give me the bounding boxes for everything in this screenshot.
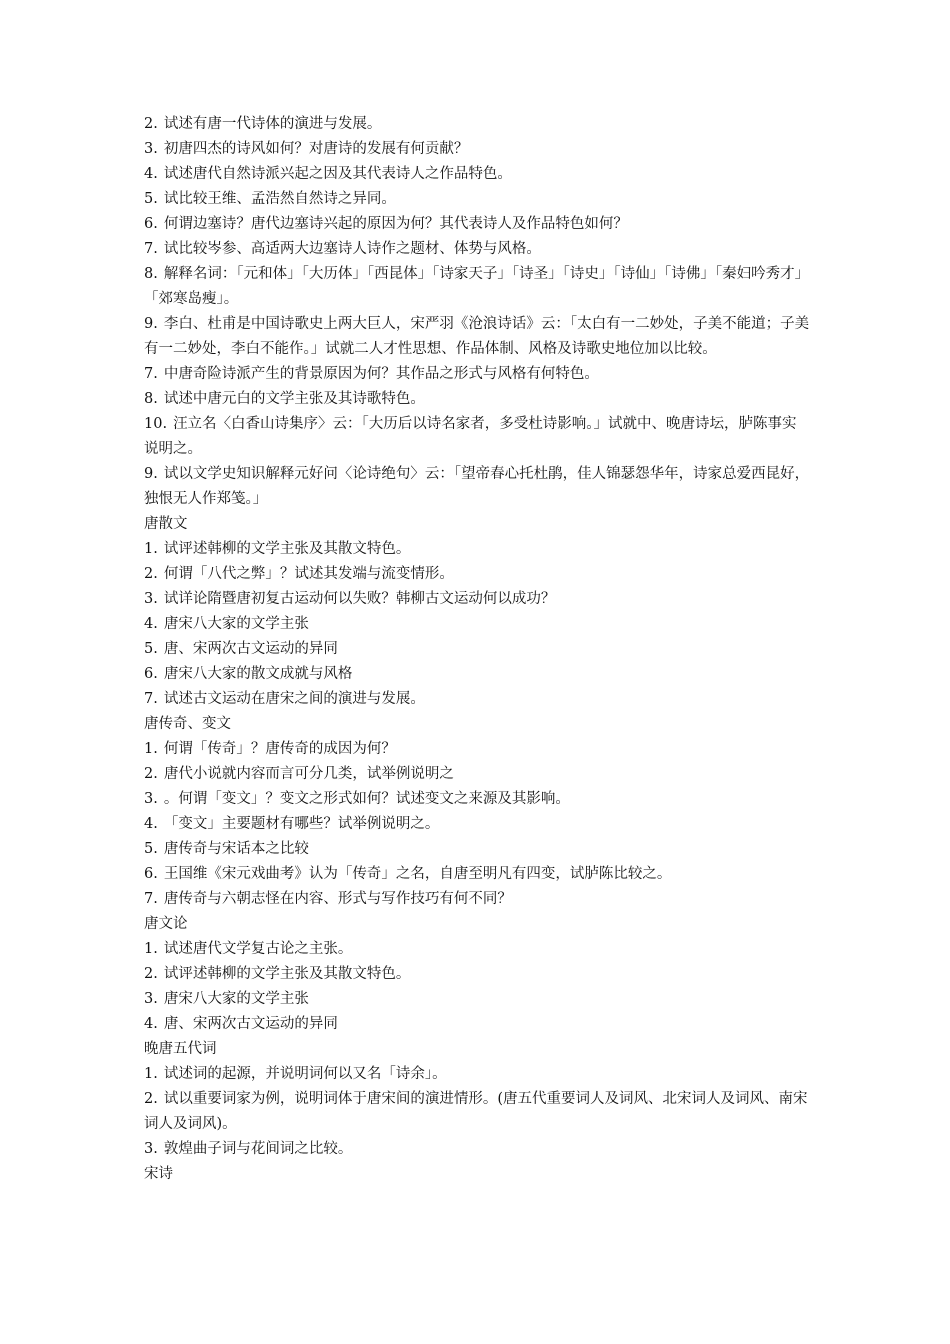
question-item (144, 1012, 810, 1037)
question-number: 3. (144, 1141, 158, 1157)
question-item (144, 387, 810, 412)
question-item (144, 212, 810, 237)
question-number: 7. (144, 691, 158, 707)
question-item (144, 412, 810, 462)
question-item (144, 462, 810, 512)
question-number: 2. (144, 116, 158, 132)
question-text: 试评述韩柳的文学主张及其散文特色。 (163, 541, 411, 557)
question-number: 1. (144, 941, 158, 957)
question-number: 3. (144, 141, 158, 157)
question-number: 6. (144, 866, 158, 882)
question-text: 唐宋八大家的文学主张 (163, 616, 309, 632)
question-item (144, 187, 810, 212)
question-number: 4. (144, 1016, 158, 1032)
section-tang-literary-theory (144, 912, 810, 1037)
question-text: 试以重要词家为例，说明词体于唐宋间的演进情形。(唐五代重要词人及词风、北宋词人及词风、南宋词人及词风)。 (144, 1091, 808, 1132)
question-number: 3. (144, 591, 158, 607)
section-tang-chuanqi-bianwen (144, 712, 810, 912)
question-text: 试评述韩柳的文学主张及其散文特色。 (163, 966, 411, 982)
question-text: 唐代小说就内容而言可分几类，试举例说明之 (163, 766, 454, 782)
question-text: 何谓边塞诗？唐代边塞诗兴起的原因为何？其代表诗人及作品特色如何？ (163, 216, 628, 232)
question-text: 初唐四杰的诗风如何？对唐诗的发展有何贡献？ (163, 141, 469, 157)
question-number: 1. (144, 741, 158, 757)
question-item (144, 687, 810, 712)
section-heading: 唐传奇、变文 (144, 716, 231, 732)
question-text: 试述唐代自然诗派兴起之因及其代表诗人之作品特色。 (163, 166, 512, 182)
question-number: 9. (144, 466, 158, 482)
question-number: 7. (144, 366, 158, 382)
question-item (144, 987, 810, 1012)
section-late-tang-five-dynasties-ci (144, 1037, 810, 1162)
question-item (144, 737, 810, 762)
question-text: 王国维《宋元戏曲考》认为「传奇」之名，自唐至明凡有四变，试胪陈比较之。 (163, 866, 672, 882)
question-item (144, 112, 810, 137)
question-number: 9. (144, 316, 158, 332)
section-heading: 唐散文 (144, 516, 188, 532)
question-item (144, 862, 810, 887)
question-item (144, 662, 810, 687)
question-number: 3. (144, 791, 158, 807)
question-number: 10. (144, 416, 168, 432)
question-text: 唐宋八大家的文学主张 (163, 991, 309, 1007)
question-text: 解释名词：「元和体」「大历体」「西昆体」「诗家天子」「诗圣」「诗史」「诗仙」「诗佛」「秦妇吟秀才」「郊寒岛瘦」。 (144, 266, 810, 307)
question-item (144, 937, 810, 962)
question-item (144, 162, 810, 187)
question-text: 试述有唐一代诗体的演进与发展。 (163, 116, 382, 132)
question-item (144, 762, 810, 787)
question-item (144, 537, 810, 562)
question-text: 唐传奇与宋话本之比较 (163, 841, 309, 857)
question-text: 唐传奇与六朝志怪在内容、形式与写作技巧有何不同？ (163, 891, 512, 907)
question-text: 唐、宋两次古文运动的异同 (163, 1016, 338, 1032)
question-number: 2. (144, 1091, 158, 1107)
question-number: 7. (144, 241, 158, 257)
document-body (144, 112, 810, 1187)
question-number: 2. (144, 966, 158, 982)
question-item (144, 887, 810, 912)
question-number: 4. (144, 616, 158, 632)
question-item (144, 262, 810, 312)
question-text: 何谓「八代之弊」？试述其发端与流变情形。 (163, 566, 454, 582)
section-song-poetry (144, 1162, 810, 1187)
section-tang-prose (144, 512, 810, 712)
question-item (144, 312, 810, 362)
question-item (144, 562, 810, 587)
question-number: 6. (144, 666, 158, 682)
section-heading: 晚唐五代词 (144, 1041, 217, 1057)
question-number: 4. (144, 816, 158, 832)
question-text: 试比较岑参、高适两大边塞诗人诗作之题材、体势与风格。 (163, 241, 541, 257)
question-number: 1. (144, 541, 158, 557)
question-number: 5. (144, 641, 158, 657)
section-tang-poetry (144, 112, 810, 512)
question-text: 「变文」主要题材有哪些？试举例说明之。 (163, 816, 440, 832)
question-text: 试述古文运动在唐宋之间的演进与发展。 (163, 691, 425, 707)
question-number: 5. (144, 191, 158, 207)
question-text: 何谓「传奇」？唐传奇的成因为何？ (163, 741, 396, 757)
question-number: 7. (144, 891, 158, 907)
question-text: 唐、宋两次古文运动的异同 (163, 641, 338, 657)
question-item (144, 812, 810, 837)
question-item (144, 137, 810, 162)
question-item (144, 787, 810, 812)
question-item (144, 637, 810, 662)
section-heading: 宋诗 (144, 1166, 173, 1182)
question-number: 8. (144, 266, 158, 282)
question-number: 5. (144, 841, 158, 857)
question-text: 试详论隋暨唐初复古运动何以失败？韩柳古文运动何以成功？ (163, 591, 556, 607)
question-text: 试比较王维、孟浩然自然诗之异同。 (163, 191, 396, 207)
question-number: 3. (144, 991, 158, 1007)
question-number: 4. (144, 166, 158, 182)
question-text: 试以文学史知识解释元好问〈论诗绝句〉云：「望帝春心托杜鹃，佳人锦瑟怨华年，诗家总爱西昆好，独恨无人作郑笺。」 (144, 466, 810, 507)
question-text: 试述词的起源，并说明词何以又名「诗余」。 (163, 1066, 447, 1082)
question-text: 唐宋八大家的散文成就与风格 (163, 666, 353, 682)
question-number: 1. (144, 1066, 158, 1082)
question-item (144, 1137, 810, 1162)
question-text: 。何谓「变文」？变文之形式如何？试述变文之来源及其影响。 (163, 791, 570, 807)
question-text: 试述唐代文学复古论之主张。 (163, 941, 353, 957)
question-number: 6. (144, 216, 158, 232)
question-number: 2. (144, 566, 158, 582)
question-item (144, 837, 810, 862)
question-item (144, 362, 810, 387)
section-heading: 唐文论 (144, 916, 188, 932)
question-item (144, 587, 810, 612)
question-item (144, 237, 810, 262)
question-text: 试述中唐元白的文学主张及其诗歌特色。 (163, 391, 425, 407)
question-text: 李白、杜甫是中国诗歌史上两大巨人，宋严羽《沧浪诗话》云：「太白有一二妙处，子美不能道；子美有一二妙处，李白不能作。」试就二人才性思想、作品体制、风格及诗歌史地位加以比较。 (144, 316, 810, 357)
question-item (144, 962, 810, 987)
question-number: 8. (144, 391, 158, 407)
question-item (144, 1062, 810, 1087)
question-text: 敦煌曲子词与花间词之比较。 (163, 1141, 353, 1157)
question-item (144, 1087, 810, 1137)
question-text: 中唐奇险诗派产生的背景原因为何？其作品之形式与风格有何特色。 (163, 366, 599, 382)
question-number: 2. (144, 766, 158, 782)
question-item (144, 612, 810, 637)
question-text: 汪立名〈白香山诗集序〉云：「大历后以诗名家者，多受杜诗影响。」试就中、晚唐诗坛，胪陈事实说明之。 (144, 416, 797, 457)
